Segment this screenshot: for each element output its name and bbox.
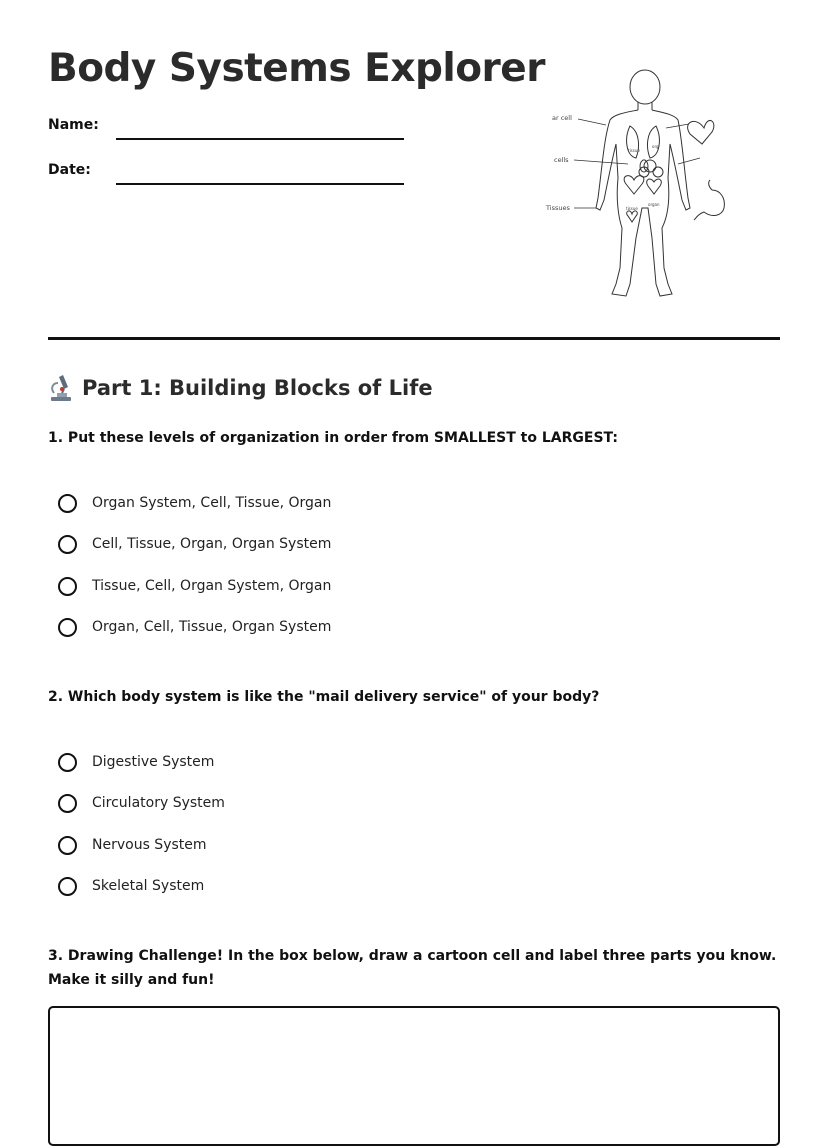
date-label: Date: xyxy=(48,162,91,178)
q1-option[interactable] xyxy=(58,614,331,640)
radio-button[interactable] xyxy=(58,877,77,896)
figure-label-tissues: Tissues xyxy=(546,204,570,212)
radio-button[interactable] xyxy=(58,535,77,554)
figure-label-tissue-small: tissue xyxy=(628,148,640,153)
figure-label-cells: cells xyxy=(554,156,569,164)
figure-label-organ-leg: organ xyxy=(648,202,660,207)
option-label: Cell, Tissue, Organ, Organ System xyxy=(92,536,332,552)
section-title xyxy=(48,374,433,402)
option-label: Organ, Cell, Tissue, Organ System xyxy=(92,619,332,635)
option-label: Nervous System xyxy=(92,837,207,853)
microscope-icon xyxy=(48,374,74,402)
q2-option[interactable] xyxy=(58,749,214,775)
option-label: Skeletal System xyxy=(92,878,205,894)
q1-option[interactable] xyxy=(58,531,331,557)
human-body-diagram-icon xyxy=(544,68,734,304)
q2-option[interactable] xyxy=(58,832,207,858)
option-label: Digestive System xyxy=(92,754,215,770)
option-label: Circulatory System xyxy=(92,795,225,811)
worksheet-page xyxy=(48,0,780,1118)
section-divider xyxy=(48,337,780,340)
drawing-box[interactable] xyxy=(48,1006,780,1146)
radio-button[interactable] xyxy=(58,794,77,813)
date-field[interactable] xyxy=(116,183,404,185)
radio-button[interactable] xyxy=(58,836,77,855)
radio-button[interactable] xyxy=(58,618,77,637)
name-field[interactable] xyxy=(116,138,404,140)
question-3: 3. Drawing Challenge! In the box below, draw a cartoon cell and label three parts you know. Make it silly and fun! xyxy=(48,948,777,988)
radio-button[interactable] xyxy=(58,494,77,513)
page-title: Body Systems Explorer xyxy=(48,46,545,91)
radio-button[interactable] xyxy=(58,753,77,772)
figure-label-organ-chest: org xyxy=(652,144,659,149)
q2-option[interactable] xyxy=(58,790,225,816)
name-label: Name: xyxy=(48,117,99,133)
question-1: 1. Put these levels of organization in order from SMALLEST to LARGEST: xyxy=(48,430,618,446)
figure-label-tissue-leg: tissue xyxy=(626,206,638,211)
q1-option[interactable] xyxy=(58,573,331,599)
q2-option[interactable] xyxy=(58,873,204,899)
option-label: Organ System, Cell, Tissue, Organ xyxy=(92,495,332,511)
q1-option[interactable] xyxy=(58,490,331,516)
question-2: 2. Which body system is like the "mail delivery service" of your body? xyxy=(48,689,600,705)
radio-button[interactable] xyxy=(58,577,77,596)
figure-label-cell: ar cell xyxy=(552,114,572,122)
section-title-text: Part 1: Building Blocks of Life xyxy=(82,376,433,400)
option-label: Tissue, Cell, Organ System, Organ xyxy=(92,578,332,594)
